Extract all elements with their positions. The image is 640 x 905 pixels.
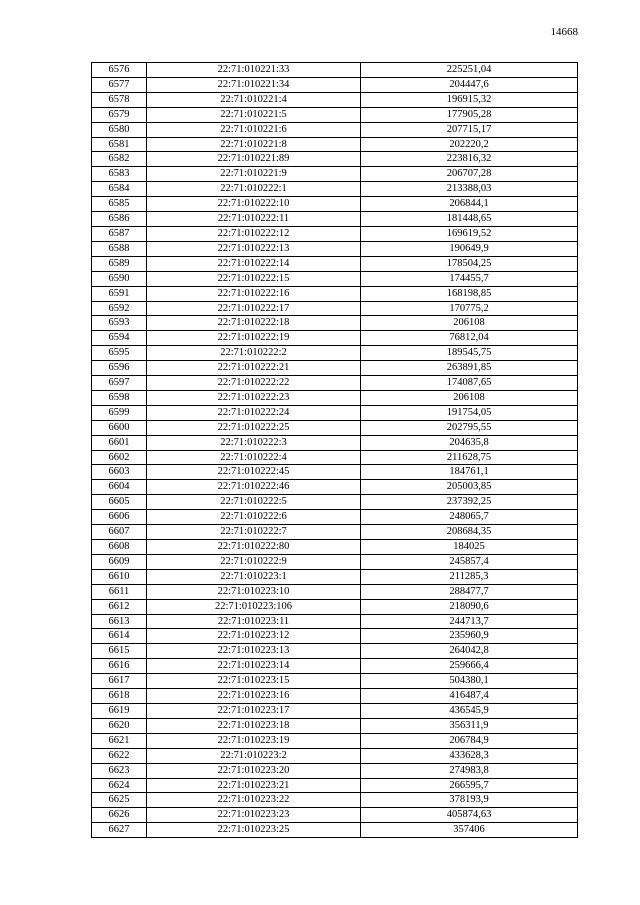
value-cell: 213388,03	[361, 182, 578, 197]
table-row	[92, 465, 578, 480]
table-row	[92, 376, 578, 391]
table-row	[92, 226, 578, 241]
cadastral-number-cell: 22:71:010222:11	[147, 212, 361, 227]
row-number-cell: 6618	[92, 689, 147, 704]
value-cell: 202795,55	[361, 420, 578, 435]
row-number-cell: 6597	[92, 376, 147, 391]
value-cell: 245857,4	[361, 554, 578, 569]
cadastral-number-cell: 22:71:010222:2	[147, 346, 361, 361]
cadastral-number-cell: 22:71:010223:18	[147, 718, 361, 733]
table-row	[92, 405, 578, 420]
value-cell: 504380,1	[361, 674, 578, 689]
cadastral-number-cell: 22:71:010222:19	[147, 331, 361, 346]
value-cell: 76812,04	[361, 331, 578, 346]
value-cell: 206108	[361, 316, 578, 331]
row-number-cell: 6599	[92, 405, 147, 420]
value-cell: 169619,52	[361, 226, 578, 241]
row-number-cell: 6585	[92, 197, 147, 212]
cadastral-number-cell: 22:71:010222:5	[147, 495, 361, 510]
cadastral-number-cell: 22:71:010221:8	[147, 137, 361, 152]
value-cell: 206108	[361, 390, 578, 405]
value-cell: 405874,63	[361, 808, 578, 823]
table-row	[92, 584, 578, 599]
cadastral-number-cell: 22:71:010221:33	[147, 63, 361, 78]
table-row	[92, 450, 578, 465]
table-row	[92, 703, 578, 718]
value-cell: 204447,6	[361, 77, 578, 92]
table-row	[92, 480, 578, 495]
table-row	[92, 256, 578, 271]
table-row	[92, 271, 578, 286]
table-row	[92, 614, 578, 629]
table-row	[92, 182, 578, 197]
cadastral-number-cell: 22:71:010221:4	[147, 92, 361, 107]
value-cell: 274983,8	[361, 763, 578, 778]
table-row	[92, 241, 578, 256]
value-cell: 436545,9	[361, 703, 578, 718]
value-cell: 357406	[361, 823, 578, 838]
row-number-cell: 6627	[92, 823, 147, 838]
row-number-cell: 6594	[92, 331, 147, 346]
table-row	[92, 197, 578, 212]
table-row	[92, 361, 578, 376]
row-number-cell: 6590	[92, 271, 147, 286]
row-number-cell: 6609	[92, 554, 147, 569]
table-row	[92, 659, 578, 674]
value-cell: 189545,75	[361, 346, 578, 361]
cadastral-number-cell: 22:71:010222:7	[147, 525, 361, 540]
table-row	[92, 137, 578, 152]
cadastral-number-cell: 22:71:010223:11	[147, 614, 361, 629]
row-number-cell: 6625	[92, 793, 147, 808]
value-cell: 244713,7	[361, 614, 578, 629]
cadastral-number-cell: 22:71:010221:34	[147, 77, 361, 92]
table-row	[92, 748, 578, 763]
row-number-cell: 6601	[92, 435, 147, 450]
table-row	[92, 689, 578, 704]
table-row	[92, 331, 578, 346]
table-row	[92, 525, 578, 540]
row-number-cell: 6586	[92, 212, 147, 227]
value-cell: 356311,9	[361, 718, 578, 733]
table-row	[92, 390, 578, 405]
value-cell: 204635,8	[361, 435, 578, 450]
row-number-cell: 6579	[92, 107, 147, 122]
table-row	[92, 420, 578, 435]
cadastral-number-cell: 22:71:010222:6	[147, 510, 361, 525]
row-number-cell: 6576	[92, 63, 147, 78]
value-cell: 433628,3	[361, 748, 578, 763]
row-number-cell: 6612	[92, 599, 147, 614]
row-number-cell: 6607	[92, 525, 147, 540]
value-cell: 378193,9	[361, 793, 578, 808]
cadastral-number-cell: 22:71:010222:14	[147, 256, 361, 271]
table-row	[92, 599, 578, 614]
row-number-cell: 6581	[92, 137, 147, 152]
row-number-cell: 6582	[92, 152, 147, 167]
cadastral-number-cell: 22:71:010222:21	[147, 361, 361, 376]
table-row	[92, 554, 578, 569]
value-cell: 191754,05	[361, 405, 578, 420]
value-cell: 174087,65	[361, 376, 578, 391]
table-row	[92, 152, 578, 167]
value-cell: 259666,4	[361, 659, 578, 674]
row-number-cell: 6578	[92, 92, 147, 107]
row-number-cell: 6604	[92, 480, 147, 495]
value-cell: 416487,4	[361, 689, 578, 704]
row-number-cell: 6592	[92, 301, 147, 316]
page-number: 14668	[550, 26, 578, 38]
value-cell: 205003,85	[361, 480, 578, 495]
row-number-cell: 6624	[92, 778, 147, 793]
value-cell: 206784,9	[361, 733, 578, 748]
row-number-cell: 6620	[92, 718, 147, 733]
cadastral-number-cell: 22:71:010222:25	[147, 420, 361, 435]
table-row	[92, 510, 578, 525]
row-number-cell: 6587	[92, 226, 147, 241]
cadastral-number-cell: 22:71:010223:106	[147, 599, 361, 614]
table-row	[92, 316, 578, 331]
row-number-cell: 6626	[92, 808, 147, 823]
table-row	[92, 107, 578, 122]
row-number-cell: 6615	[92, 644, 147, 659]
row-number-cell: 6613	[92, 614, 147, 629]
table-row	[92, 629, 578, 644]
value-cell: 178504,25	[361, 256, 578, 271]
value-cell: 207715,17	[361, 122, 578, 137]
table-row	[92, 435, 578, 450]
table-row	[92, 778, 578, 793]
value-cell: 174455,7	[361, 271, 578, 286]
table-row	[92, 301, 578, 316]
cadastral-number-cell: 22:71:010223:21	[147, 778, 361, 793]
cadastral-number-cell: 22:71:010223:17	[147, 703, 361, 718]
row-number-cell: 6589	[92, 256, 147, 271]
table-row	[92, 763, 578, 778]
cadastral-number-cell: 22:71:010222:45	[147, 465, 361, 480]
table-row	[92, 346, 578, 361]
row-number-cell: 6588	[92, 241, 147, 256]
row-number-cell: 6622	[92, 748, 147, 763]
value-cell: 208684,35	[361, 525, 578, 540]
cadastral-number-cell: 22:71:010222:3	[147, 435, 361, 450]
row-number-cell: 6608	[92, 540, 147, 555]
cadastral-number-cell: 22:71:010223:1	[147, 569, 361, 584]
row-number-cell: 6577	[92, 77, 147, 92]
table-row	[92, 644, 578, 659]
cadastral-number-cell: 22:71:010223:14	[147, 659, 361, 674]
row-number-cell: 6591	[92, 286, 147, 301]
value-cell: 202220,2	[361, 137, 578, 152]
cadastral-number-cell: 22:71:010222:12	[147, 226, 361, 241]
table-row	[92, 569, 578, 584]
cadastral-number-cell: 22:71:010222:1	[147, 182, 361, 197]
table-row	[92, 212, 578, 227]
row-number-cell: 6583	[92, 167, 147, 182]
cadastral-number-cell: 22:71:010222:10	[147, 197, 361, 212]
value-cell: 225251,04	[361, 63, 578, 78]
table-row	[92, 495, 578, 510]
value-cell: 235960,9	[361, 629, 578, 644]
value-cell: 206844,1	[361, 197, 578, 212]
value-cell: 168198,85	[361, 286, 578, 301]
cadastral-number-cell: 22:71:010221:89	[147, 152, 361, 167]
cadastral-number-cell: 22:71:010221:6	[147, 122, 361, 137]
table-row	[92, 63, 578, 78]
cadastral-number-cell: 22:71:010222:22	[147, 376, 361, 391]
row-number-cell: 6602	[92, 450, 147, 465]
value-cell: 181448,65	[361, 212, 578, 227]
cadastral-number-cell: 22:71:010221:5	[147, 107, 361, 122]
row-number-cell: 6617	[92, 674, 147, 689]
row-number-cell: 6616	[92, 659, 147, 674]
cadastral-number-cell: 22:71:010222:23	[147, 390, 361, 405]
value-cell: 196915,32	[361, 92, 578, 107]
value-cell: 218090,6	[361, 599, 578, 614]
table-row	[92, 540, 578, 555]
value-cell: 248065,7	[361, 510, 578, 525]
table-row	[92, 92, 578, 107]
cadastral-number-cell: 22:71:010222:18	[147, 316, 361, 331]
row-number-cell: 6584	[92, 182, 147, 197]
value-cell: 170775,2	[361, 301, 578, 316]
cadastral-number-cell: 22:71:010223:12	[147, 629, 361, 644]
cadastral-number-cell: 22:71:010222:46	[147, 480, 361, 495]
value-cell: 263891,85	[361, 361, 578, 376]
cadastral-number-cell: 22:71:010223:10	[147, 584, 361, 599]
table-row	[92, 793, 578, 808]
row-number-cell: 6596	[92, 361, 147, 376]
cadastral-number-cell: 22:71:010223:23	[147, 808, 361, 823]
table-row	[92, 286, 578, 301]
cadastral-number-cell: 22:71:010222:24	[147, 405, 361, 420]
cadastral-number-cell: 22:71:010222:80	[147, 540, 361, 555]
table-row	[92, 823, 578, 838]
value-cell: 223816,32	[361, 152, 578, 167]
value-cell: 211285,3	[361, 569, 578, 584]
row-number-cell: 6614	[92, 629, 147, 644]
table-row	[92, 674, 578, 689]
cadastral-number-cell: 22:71:010222:4	[147, 450, 361, 465]
cadastral-number-cell: 22:71:010222:15	[147, 271, 361, 286]
cadastral-number-cell: 22:71:010223:2	[147, 748, 361, 763]
row-number-cell: 6598	[92, 390, 147, 405]
value-cell: 264042,8	[361, 644, 578, 659]
table-row	[92, 733, 578, 748]
value-cell: 266595,7	[361, 778, 578, 793]
table-row	[92, 122, 578, 137]
row-number-cell: 6595	[92, 346, 147, 361]
cadastral-number-cell: 22:71:010222:13	[147, 241, 361, 256]
value-cell: 184025	[361, 540, 578, 555]
value-cell: 211628,75	[361, 450, 578, 465]
value-cell: 206707,28	[361, 167, 578, 182]
row-number-cell: 6611	[92, 584, 147, 599]
cadastral-number-cell: 22:71:010222:16	[147, 286, 361, 301]
row-number-cell: 6606	[92, 510, 147, 525]
cadastral-number-cell: 22:71:010223:19	[147, 733, 361, 748]
value-cell: 177905,28	[361, 107, 578, 122]
value-cell: 190649,9	[361, 241, 578, 256]
cadastral-number-cell: 22:71:010222:17	[147, 301, 361, 316]
value-cell: 237392,25	[361, 495, 578, 510]
cadastral-number-cell: 22:71:010223:20	[147, 763, 361, 778]
value-cell: 288477,7	[361, 584, 578, 599]
row-number-cell: 6610	[92, 569, 147, 584]
value-cell: 184761,1	[361, 465, 578, 480]
table-row	[92, 77, 578, 92]
table-row	[92, 718, 578, 733]
row-number-cell: 6623	[92, 763, 147, 778]
registry-table	[91, 62, 578, 838]
row-number-cell: 6593	[92, 316, 147, 331]
cadastral-number-cell: 22:71:010223:13	[147, 644, 361, 659]
cadastral-number-cell: 22:71:010223:25	[147, 823, 361, 838]
table-row	[92, 167, 578, 182]
row-number-cell: 6605	[92, 495, 147, 510]
row-number-cell: 6621	[92, 733, 147, 748]
cadastral-number-cell: 22:71:010223:22	[147, 793, 361, 808]
cadastral-number-cell: 22:71:010223:16	[147, 689, 361, 704]
row-number-cell: 6600	[92, 420, 147, 435]
registry-table-body	[92, 63, 578, 838]
row-number-cell: 6580	[92, 122, 147, 137]
row-number-cell: 6603	[92, 465, 147, 480]
cadastral-number-cell: 22:71:010221:9	[147, 167, 361, 182]
table-row	[92, 808, 578, 823]
row-number-cell: 6619	[92, 703, 147, 718]
cadastral-number-cell: 22:71:010222:9	[147, 554, 361, 569]
cadastral-number-cell: 22:71:010223:15	[147, 674, 361, 689]
